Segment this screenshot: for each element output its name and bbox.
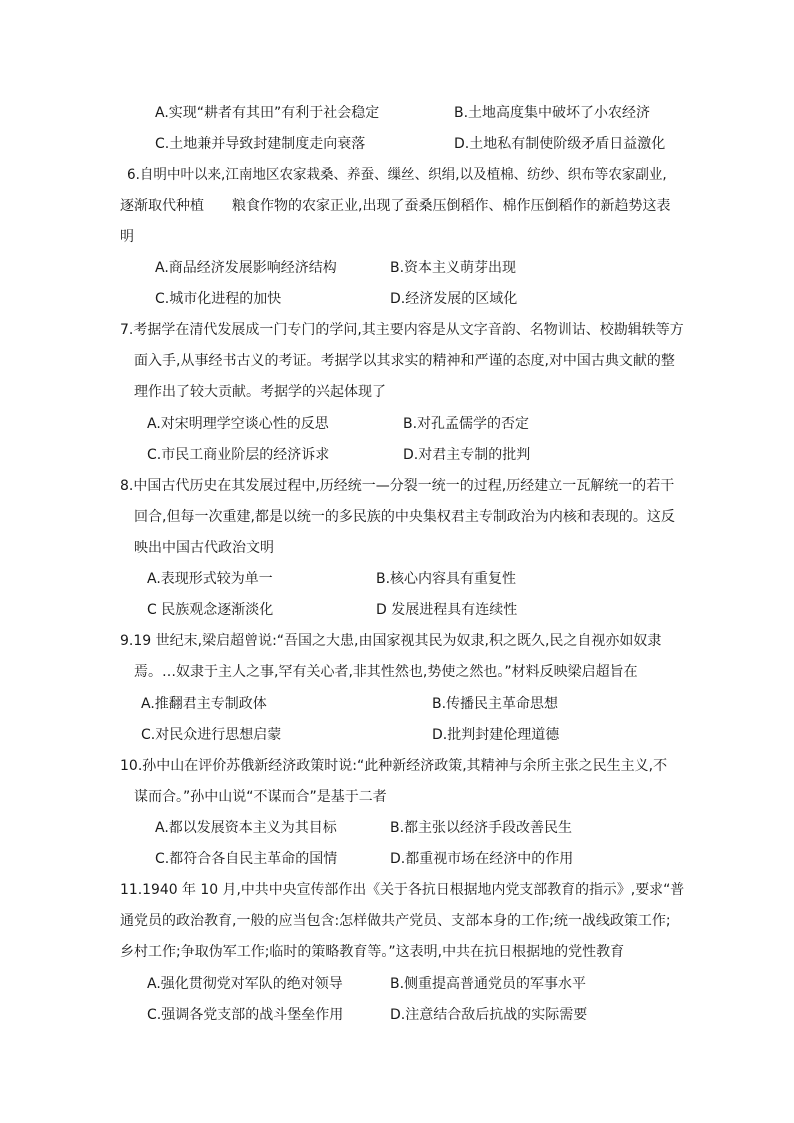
- q8-option-b: B.核心内容具有重复性: [376, 571, 517, 587]
- q10-stem-line-1: 10.孙中山在评价苏俄新经济政策时说:“此种新经济政策,其精神与余所主张之民生主义,不: [120, 758, 668, 774]
- q10-option-b: B.都主张以经济手段改善民生: [390, 820, 573, 836]
- q11-option-d: D.注意结合敌后抗战的实际需要: [390, 1007, 588, 1023]
- q6-stem-line-3: 明: [120, 229, 134, 245]
- q9-option-d: D.批判封建伦理道德: [432, 727, 560, 743]
- q6-option-a: A.商品经济发展影响经济结构: [155, 260, 337, 276]
- q11-stem-line-2: 通党员的政治教育,一般的应当包含:怎样做共产党员、支部本身的工作;统一战线政策工作;: [120, 913, 671, 929]
- q11-option-b: B.侧重提高普通党员的军事水平: [390, 976, 587, 992]
- q6-stem-line-2: 逐渐取代种植 粮食作物的农家正业,出现了蚕桑压倒稻作、棉作压倒稻作的新趋势这表: [120, 198, 671, 214]
- q7-stem-line-2: 面入手,从事经书古义的考证。考据学以其求实的精神和严谨的态度,对中国古典文献的整: [134, 353, 675, 369]
- q7-stem-line-1: 7.考据学在清代发展成一门专门的学问,其主要内容是从文字音韵、名物训诂、校勘辑轶等方: [120, 322, 684, 338]
- q5-option-c: C.土地兼并导致封建制度走向衰落: [155, 136, 366, 152]
- q10-option-d: D.都重视市场在经济中的作用: [390, 851, 574, 867]
- q6-option-d: D.经济发展的区域化: [390, 291, 518, 307]
- q5-option-b: B.土地高度集中破坏了小农经济: [454, 105, 651, 121]
- q9-stem-line-2: 焉。…奴隶于主人之事,罕有关心者,非其性然也,势使之然也。”材料反映梁启超旨在: [134, 664, 638, 680]
- q10-stem-line-2: 谋而合。”孙中山说“不谋而合”是基于二者: [134, 789, 387, 805]
- q8-stem-line-1: 8.中国古代历史在其发展过程中,历经统一—分裂一统一的过程,历经建立一瓦解统一的若干: [120, 478, 675, 494]
- q9-option-b: B.传播民主革命思想: [432, 696, 559, 712]
- q5-option-d: D.土地私有制使阶级矛盾日益激化: [454, 136, 666, 152]
- q8-stem-line-3: 映出中国古代政治文明: [134, 540, 274, 556]
- q10-option-a: A.都以发展资本主义为其目标: [155, 820, 337, 836]
- q7-option-d: D.对君主专制的批判: [403, 447, 531, 463]
- q9-option-a: A.推翻君主专制政体: [141, 696, 267, 712]
- q11-stem-line-3: 乡村工作;争取伪军工作;临时的策略教育等。”这表明,中共在抗日根据地的党性教育: [120, 944, 625, 960]
- q9-stem-line-1: 9.19 世纪末,梁启超曾说:“吾国之大患,由国家视其民为奴隶,积之既久,民之自视亦如奴隶: [120, 633, 662, 649]
- q8-stem-line-2: 回合,但每一次重建,都是以统一的多民族的中央集权君主专制政治为内核和表现的。这反: [134, 509, 675, 525]
- q5-option-a: A.实现“耕者有其田”有利于社会稳定: [155, 105, 380, 121]
- q8-option-d: D 发展进程具有连续性: [376, 602, 518, 618]
- q6-option-b: B.资本主义萌芽出现: [390, 260, 517, 276]
- q7-option-a: A.对宋明理学空谈心性的反思: [147, 416, 329, 432]
- q8-option-a: A.表现形式较为单一: [147, 571, 273, 587]
- q10-option-c: C.都符合各自民主革命的国情: [155, 851, 338, 867]
- q9-option-c: C.对民众进行思想启蒙: [141, 727, 282, 743]
- q7-option-b: B.对孔孟儒学的否定: [403, 416, 530, 432]
- q8-option-c: C 民族观念逐渐淡化: [147, 602, 274, 618]
- q6-stem-line-1: 6.自明中叶以来,江南地区农家栽桑、养蚕、缫丝、织绢,以及植棉、纺纱、织布等农家副业,: [127, 167, 667, 183]
- q11-option-c: C.强调各党支部的战斗堡垒作用: [147, 1007, 344, 1023]
- q11-stem-line-1: 11.1940 年 10 月,中共中央宣传部作出《关于各抗日根据地内党支部教育的指示》,要求“普: [120, 882, 685, 898]
- q11-option-a: A.强化贯彻党对军队的绝对领导: [147, 976, 343, 992]
- q7-option-c: C.市民工商业阶层的经济诉求: [147, 447, 330, 463]
- q7-stem-line-3: 理作出了较大贡献。考据学的兴起体现了: [134, 384, 386, 400]
- q6-option-c: C.城市化进程的加快: [155, 291, 282, 307]
